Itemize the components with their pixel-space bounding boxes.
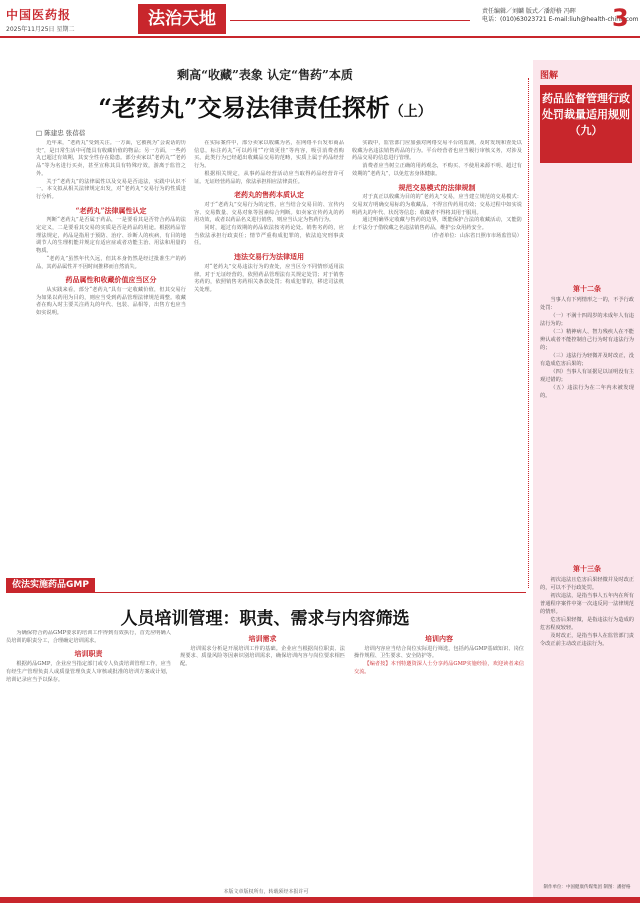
sidebar-paragraph: （一）不满十四周岁的未成年人有违法行为的； bbox=[540, 313, 634, 327]
paragraph: 对“老药丸”交易违法行为的查处，应当区分不同情形适用法律。对于无证经营的，依照药品管理法有关规定处罚；对于销售劣药的，依照销售劣药相关条款处罚；构成犯罪的，移送司法机关处理。 bbox=[194, 263, 344, 293]
article2-tag-line bbox=[6, 592, 526, 593]
sidebar-paragraph: （三）违法行为轻微并及时改正，没有造成危害后果的； bbox=[540, 353, 634, 367]
article2-column-1 bbox=[6, 630, 171, 880]
section-heading: 培训内容 bbox=[425, 634, 453, 643]
article2-column-3 bbox=[354, 630, 524, 880]
article-column-3 bbox=[352, 140, 522, 580]
sidebar-paragraph: 及时改正，是指当事人在监管部门责令改正前主动改正违法行为。 bbox=[540, 633, 634, 647]
paragraph: 判断“老药丸”是否属于药品，一是要看其是否符合药品的法定定义，二是要看其交易的实质是否是药品的用途。根据药品管理法规定，药品是指用于预防、治疗、诊断人的疾病，有目的地调节人的生理机能并规定有适应症或者功能主治、用法和用量的物质。 bbox=[36, 217, 186, 255]
article-title-part: （上） bbox=[389, 104, 432, 120]
sidebar-title: 药品监督管理行政处罚裁量适用规则（九） bbox=[540, 85, 632, 163]
header-divider bbox=[230, 20, 470, 21]
sidebar-article-12 bbox=[540, 280, 634, 480]
paragraph: 通过明确界定收藏与售药的边界，既能保护合法的收藏活动，又能防止不法分子借收藏之名违法销售药品，维护公众用药安全。 bbox=[352, 217, 522, 232]
section-title: 法治天地 bbox=[138, 4, 226, 34]
paragraph: 消费者应当树立正确的用药观念，不购买、不使用来源不明、超过有效期的“老药丸”，以免危害身体健康。 bbox=[352, 163, 522, 177]
paragraph: 培训内容应当结合岗位实际进行筛选，包括药品GMP基础知识、岗位操作规程、卫生要求、安全防护等。 bbox=[354, 645, 524, 660]
sidebar-article-13 bbox=[540, 560, 634, 860]
sidebar-paragraph: 初次违法且危害后果轻微并及时改正的，可以不予行政处罚。 bbox=[540, 577, 634, 591]
sidebar-paragraph: 初次违法，是指当事人五年内在所有普通程序案件中第一次违反同一法律规范的情形。 bbox=[540, 593, 634, 615]
paragraph: 关于“老药丸”的法律属性以及交易是否违法，实践中认识不一。本文拟从相关法律规定出发，对“老药丸”交易行为的性质进行分析。 bbox=[36, 178, 186, 200]
editor-note: 【编者按】本刊特邀资深人士分享药品GMP实施经验，欢迎读者来信交流。 bbox=[354, 661, 524, 675]
section-heading: 违法交易行为法律适用 bbox=[234, 252, 304, 262]
paragraph: 从实践来看，部分“老药丸”具有一定收藏价值，但其交易行为如果以药用为目的，则应当受到药品管理法律规范调整。收藏者在购入时主要关注药丸的年代、包装、品相等，出售方也应当如实说明。 bbox=[36, 286, 186, 317]
paragraph: 根据相关规定，从事药品经营活动应当取得药品经营许可证。无证经营药品的，依法承担相应法律责任。 bbox=[194, 170, 344, 185]
sidebar-footer: 制作单位：中国健康传媒集团 制图：潘舒格 bbox=[543, 885, 631, 890]
section-heading: 药品属性和收藏价值应当区分 bbox=[65, 275, 157, 285]
article-title bbox=[0, 88, 530, 123]
paragraph: 近年来，“老药丸”受到关注。一方面，它被视为“会说话的历史”，是日常生活中可能具有收藏价值的物品；另一方面，一些药丸已超过有效期，其安全性存在隐患。部分卖家以“老药丸”“老药品”等为名进行买卖，甚至宣称其具有特殊疗效，游离于监管之外。 bbox=[36, 140, 186, 177]
author-note: （作者单位：山东省日照市市场监管局） bbox=[428, 232, 522, 239]
sidebar-paragraph: （五）违法行为在二年内未被发现的。 bbox=[540, 385, 634, 399]
section-heading: “老药丸”法律属性认定 bbox=[75, 205, 147, 215]
paragraph: 实践中，监管部门应加强对网络交易平台的监测，及时发现和查处以收藏为名违法销售药品的行为。平台经营者也应当履行审核义务，对涉及药品交易的信息进行管理。 bbox=[352, 140, 522, 162]
sidebar-paragraph: （四）当事人有证据足以证明没有主观过错的； bbox=[540, 369, 634, 383]
paragraph: 根据药品GMP，企业应当指定部门或专人负责培训管理工作，应当有经生产管理负责人或质量管理负责人审核或批准的培训方案或计划，培训记录应当予以保存。 bbox=[6, 661, 171, 683]
issue-date: 2025年11月25日 星期二 bbox=[6, 26, 75, 33]
section-heading: 培训职责 bbox=[74, 649, 103, 659]
masthead-logo: 中国医药报 bbox=[6, 8, 72, 22]
sidebar-paragraph: 当事人有下列情形之一的，不予行政处罚： bbox=[540, 297, 634, 311]
article-subtitle: 剩高“收藏”表象 认定“售药”本质 bbox=[177, 68, 353, 82]
article2-section-tag: 依法实施药品GMP bbox=[6, 578, 95, 592]
paragraph: 在实际案件中，部分卖家以收藏为名，在网络平台发布商品信息，标注药丸“可以药用”“疗效更佳”等内容，吸引消费者购买。此类行为已经超出收藏品交易的范畴，实质上属于药品经营行为。 bbox=[194, 140, 344, 170]
sidebar-paragraph: （二）精神病人、智力残疾人在不能辨认或者不能控制自己行为时有违法行为的； bbox=[540, 329, 634, 351]
article-byline: □ 陈建忠 张蓓蓓 bbox=[36, 129, 86, 137]
editor-names: 责任编辑／刘麟 版式／潘舒格 冯晖 bbox=[482, 8, 576, 15]
article-column-1 bbox=[36, 140, 186, 580]
paragraph: 对于“老药丸”交易行为的定性，应当结合交易目的、宣传内容、交易数量、交易对象等因素综合判断。如卖家宣传药丸的药用功效，或者以药品名义进行销售，则应当认定为售药行为。 bbox=[194, 201, 344, 224]
article2-title: 人员培训管理：职责、需求与内容筛选 bbox=[120, 609, 410, 629]
copyright-note: 本版文章版权所有，转载须经本报许可 bbox=[223, 889, 309, 895]
paragraph: 同时，超过有效期的药品依法按劣药论处。销售劣药的，应当依法承担行政责任；情节严重构成犯罪的，依法追究刑事责任。 bbox=[194, 225, 344, 247]
column-divider bbox=[528, 78, 530, 588]
sidebar-article-heading: 第十三条 bbox=[573, 564, 601, 573]
paragraph: “老药丸”虽然年代久远，但其本身仍然是经过批准生产的药品，其药品属性并不因时间推移而自然消失。 bbox=[36, 255, 186, 270]
paragraph: 对于真正以收藏为目的的“老药丸”交易，应当建立规范的交易模式：交易双方明确交易标的为收藏品，不得宣传药用功效；交易过程中如实说明药丸的年代、状况等信息；收藏者不得将其用于服用。 bbox=[352, 194, 522, 216]
article2-column-2 bbox=[180, 630, 345, 880]
section-heading: 培训需求 bbox=[248, 634, 277, 643]
bottom-bar bbox=[0, 897, 640, 903]
sidebar-article-heading: 第十二条 bbox=[573, 284, 601, 293]
sidebar-paragraph: 危害后果轻微，是指违法行为造成的危害程度较轻。 bbox=[540, 617, 634, 631]
section-heading: 规范交易模式的法律规制 bbox=[398, 182, 476, 192]
paragraph: 为确保符合药品GMP要求的培训工作得到有效执行，首先应明确人员培训的职责分工，合理确定培训需求。 bbox=[6, 630, 171, 644]
page-number: 3 bbox=[612, 4, 629, 32]
paragraph: 培训需求分析是开展培训工作的基础。企业应当根据岗位职责、法规要求、质量风险等因素识别培训需求，确保培训内容与岗位要求相匹配。 bbox=[180, 645, 345, 668]
article-column-2 bbox=[194, 140, 344, 580]
page-header bbox=[0, 0, 640, 38]
article-title-text: “老药丸”交易法律责任探析 bbox=[98, 93, 390, 122]
section-heading: 老药丸的售药本质认定 bbox=[234, 190, 304, 200]
editor-contact: 电话：(010)63023721 E-mail:liuh@health-china.com bbox=[482, 16, 639, 23]
sidebar-tag: 图解 bbox=[540, 71, 559, 81]
